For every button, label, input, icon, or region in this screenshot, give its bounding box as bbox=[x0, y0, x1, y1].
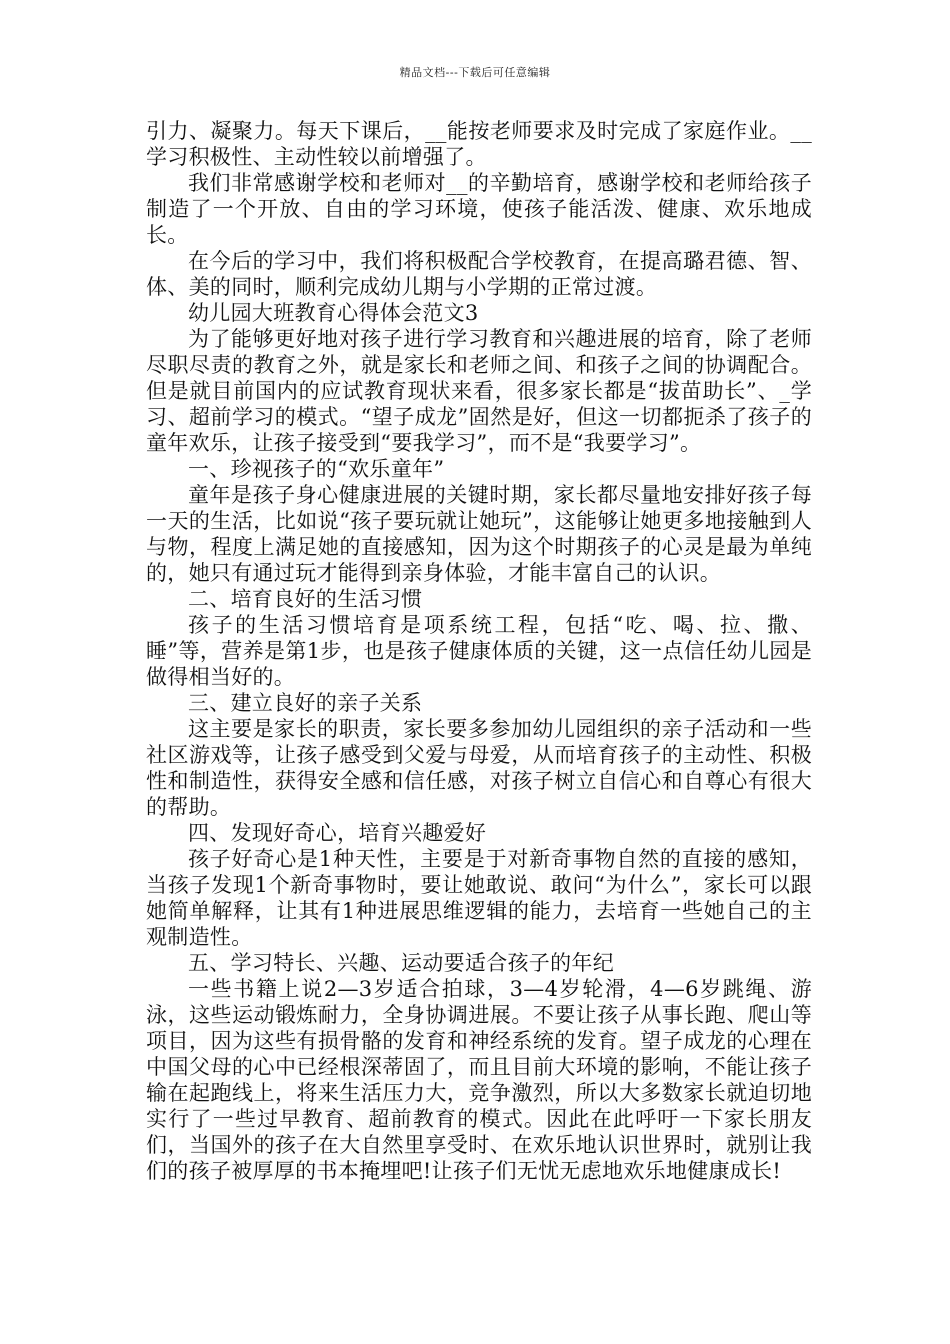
section-heading: 二、培育良好的生活习惯 bbox=[188, 587, 423, 611]
paragraph: 为了能够更好地对孩子进行学习教育和兴趣进展的培育，除了老师尽职尽责的教育之外，就是家长和老师之间、和孩子之间的协调配合。但是就目前国内的应试教育现状来看，很多家长都是“拔苗助长”、_学习、超前学习的模式。“望子成龙”固然是好，但这一切都扼杀了孩子的童年欢乐，让孩子接受到“要我学习”，而不是“我要学习”。 bbox=[146, 327, 812, 455]
section-heading: 五、学习特长、兴趣、运动要适合孩子的年纪 bbox=[188, 951, 614, 975]
paragraph: 引力、凝聚力。每天下课后，__能按老师要求及时完成了家庭作业。__学习积极性、主动性较以前增强了。 bbox=[146, 119, 812, 169]
paragraph: 一些书籍上说2—3岁适合拍球，3—4岁轮滑，4—6岁跳绳、游泳，这些运动锻炼耐力，全身协调进展。不要让孩子从事长跑、爬山等项目，因为这些有损骨骼的发育和神经系统的发育。望子成龙的心理在中国父母的心中已经根深蒂固了，而且目前大环境的影响，不能让孩子输在起跑线上，将来生活压力大，竞争激烈，所以大多数家长就迫切地实行了一些过早教育、超前教育的模式。因此在此呼吁一下家长朋友们，当国外的孩子在大自然里享受时、在欢乐地认识世界时，就别让我们的孩子被厚厚的书本掩埋吧!让孩子们无忧无虑地欢乐地健康成长! bbox=[146, 977, 812, 1183]
section-heading: 一、珍视孩子的“欢乐童年” bbox=[188, 457, 445, 481]
document-body bbox=[146, 118, 812, 1184]
section-heading: 四、发现好奇心，培育兴趣爱好 bbox=[188, 821, 487, 845]
paragraph: 孩子的生活习惯培育是项系统工程，包括“吃、喝、拉、撒、睡”等，营养是第1步，也是孩子健康体质的关键，这一点信任幼儿园是做得相当好的。 bbox=[146, 613, 812, 689]
paragraph: 在今后的学习中，我们将积极配合学校教育，在提高璐君德、智、体、美的同时，顺利完成幼儿期与小学期的正常过渡。 bbox=[146, 249, 812, 299]
section-heading: 幼儿园大班教育心得体会范文3 bbox=[188, 301, 479, 325]
section-heading: 三、建立良好的亲子关系 bbox=[188, 691, 423, 715]
page-header: 精品文档---下载后可任意编辑 bbox=[399, 66, 551, 79]
paragraph: 孩子好奇心是1种天性，主要是于对新奇事物自然的直接的感知，当孩子发现1个新奇事物时，要让她敢说、敢问“为什么”，家长可以跟她简单解释，让其有1种进展思维逻辑的能力，去培育一些她自己的主观制造性。 bbox=[146, 847, 812, 949]
paragraph: 童年是孩子身心健康进展的关键时期，家长都尽量地安排好孩子每一天的生活，比如说“孩子要玩就让她玩”，这能够让她更多地接触到人与物，程度上满足她的直接感知，因为这个时期孩子的心灵是最为单纯的，她只有通过玩才能得到亲身体验，才能丰富自己的认识。 bbox=[146, 483, 812, 585]
paragraph: 我们非常感谢学校和老师对__的辛勤培育，感谢学校和老师给孩子制造了一个开放、自由的学习环境，使孩子能活泼、健康、欢乐地成长。 bbox=[146, 171, 812, 247]
paragraph: 这主要是家长的职责，家长要多参加幼儿园组织的亲子活动和一些社区游戏等，让孩子感受到父爱与母爱，从而培育孩子的主动性、积极性和制造性，获得安全感和信任感，对孩子树立自信心和自尊心有很大的帮助。 bbox=[146, 717, 812, 819]
